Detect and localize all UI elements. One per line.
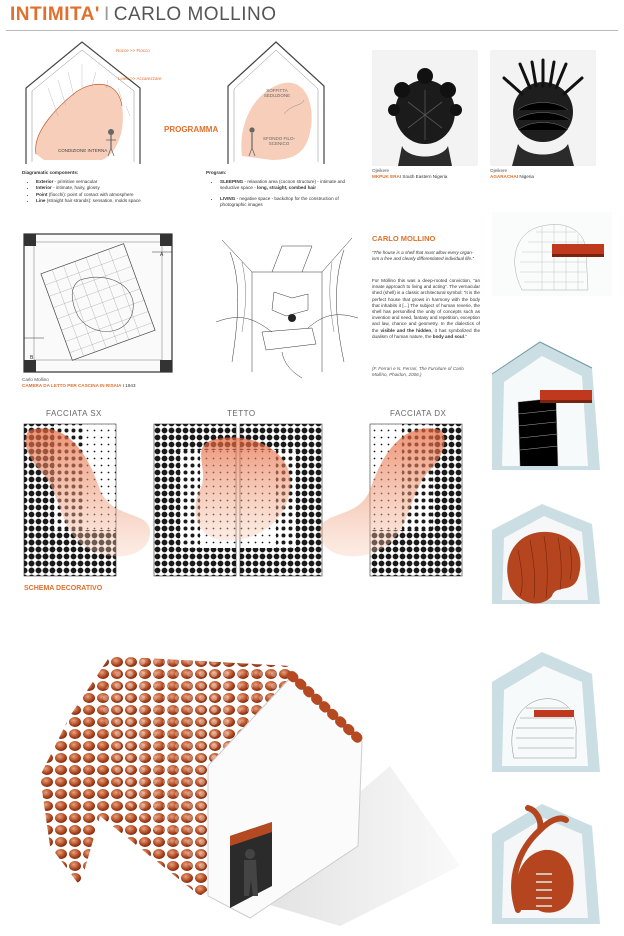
- title-rest: CARLO MOLLINO: [113, 4, 277, 25]
- label-soffitta: SOFFITTA SEDUZIONE: [263, 88, 291, 98]
- plan-caption-year: I 1943: [122, 383, 136, 388]
- label-facciata-sx: FACCIATA SX: [46, 409, 102, 418]
- photo2-caption: [490, 174, 534, 180]
- photo1-caption-post: I South Eastern Nigeria: [399, 174, 448, 179]
- title-separator: I: [103, 4, 110, 25]
- programma-label: PROGRAMMA: [164, 125, 219, 134]
- program-section: [206, 170, 354, 208]
- photo2-caption-name: AGARACHA: [490, 174, 517, 179]
- program-heading: Program:: [206, 170, 227, 175]
- photo1-caption-name: MKPUK ERA: [372, 174, 400, 179]
- label-facciata-dx: FACCIATA DX: [390, 409, 447, 418]
- diagramatic-heading: Diagramatic components:: [22, 170, 79, 175]
- mollino-quote: “The house is a shell that must allow every organ-ism a free and clearly differentiated individual life.”: [372, 250, 474, 262]
- mollino-reference: (F. Ferrari e N. Ferrari, The Furniture of Carlo Mollino, Phaidon, 2006.): [372, 366, 464, 378]
- section-sketch-right: [222, 36, 330, 166]
- render-glass-house-structure: [478, 648, 618, 778]
- render-glass-house-cocoon: [478, 338, 618, 478]
- render-glass-house-hair: [478, 500, 618, 610]
- hair-photo-1: [372, 50, 478, 166]
- bedroom-perspective-sketch: [212, 232, 362, 382]
- floor-plan-drawing: [20, 230, 176, 376]
- label-tetto: TETTO: [227, 409, 256, 418]
- header-rule: [6, 30, 618, 31]
- diagramatic-item: • Exterior - primitive vernacular: [36, 179, 172, 185]
- page-title: [10, 4, 276, 26]
- photo2-caption-post: I Nigeria: [516, 174, 534, 179]
- photo1-caption: [372, 174, 447, 180]
- plan-label-a: A: [160, 252, 164, 258]
- label-sfondo: SFONDO FILO-SCENICO: [262, 136, 295, 146]
- plan-label-b: B: [30, 355, 34, 361]
- render-glass-house-hair-2: [478, 800, 618, 930]
- title-accent: INTIMITA': [10, 4, 100, 25]
- diagramatic-item: • Line (straight hair strands): sensation, molds space: [36, 198, 172, 204]
- photo1-caption-pre: Ojeikere: [372, 168, 390, 173]
- program-item: • SLEEPING - relaxation area (cocoon structure) - intimate and seductive space - long, straight, combed hair: [220, 179, 354, 191]
- schema-decorativo-label: SCHEMA DECORATIVO: [24, 585, 103, 592]
- plan-caption: [22, 383, 136, 389]
- diagramatic-item: • Point (fiocchi): point of contact with atmosphere: [36, 192, 172, 198]
- dot-pattern-panels: [0, 420, 470, 578]
- plan-caption-title: CAMERA DA LETTO PER CASCINA IN RISAIA: [22, 383, 122, 388]
- render-cocoon-structure: [492, 212, 612, 296]
- diagramatic-item: • Interior - intimate, hairy, glossy: [36, 185, 172, 191]
- hair-photo-2: [490, 50, 596, 166]
- diagramatic-components: [22, 170, 172, 204]
- mollino-paragraph: For Mollino this was a deep-rooted conviction, “an innate approach to living and acting”. The vernacular shed (shell) is a classic architectural symbol: “it is the perfect house that grows in harmony with the body that inhabits it [...] The subject of human reverie, the shell has personified the unity of concepts such as invention and need, fantasy and repetition, exception and law, chance and geometry. In the dialectics of the visible and the hidden, it has symbolized the dualism of human nature, the body and soul.”: [372, 278, 480, 339]
- label-linee: Linee >> Accarezzare: [118, 76, 162, 81]
- program-item: • LIVING - negative space - backdrop for the construction of photographic images: [220, 196, 354, 208]
- mollino-heading: CARLO MOLLINO: [372, 234, 436, 243]
- label-interior: CONDIZIONE INTERNA: [58, 148, 108, 153]
- label-rocce: Rocce >> Fiocco: [116, 48, 150, 53]
- plan-caption-author: Carlo Mollino: [22, 377, 49, 382]
- main-house-render: [40, 596, 480, 930]
- section-sketch-left: [18, 36, 148, 166]
- photo2-caption-pre: Ojeikere: [490, 168, 508, 173]
